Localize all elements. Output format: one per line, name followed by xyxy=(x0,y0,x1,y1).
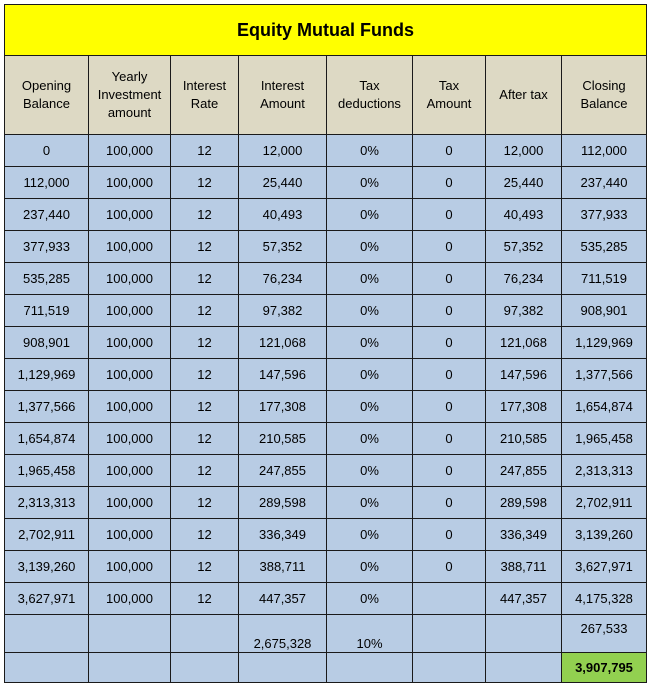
cell[interactable] xyxy=(171,615,239,653)
cell[interactable] xyxy=(171,653,239,683)
cell-interest-amount[interactable]: 336,349 xyxy=(239,519,327,551)
table-row xyxy=(5,231,647,263)
cell-yearly-investment[interactable]: 100,000 xyxy=(89,295,171,327)
cell-yearly-investment[interactable]: 100,000 xyxy=(89,327,171,359)
cell-interest-amount[interactable]: 147,596 xyxy=(239,359,327,391)
cell-interest-amount[interactable]: 40,493 xyxy=(239,199,327,231)
table-row xyxy=(5,551,647,583)
cell-after-tax[interactable]: 336,349 xyxy=(486,519,562,551)
header-label: Yearly Investment amount xyxy=(97,69,162,120)
cell-interest-rate[interactable]: 12 xyxy=(171,423,239,455)
cell-opening-balance[interactable]: 112,000 xyxy=(5,167,89,199)
cell-yearly-investment[interactable]: 100,000 xyxy=(89,199,171,231)
cell-closing-balance[interactable]: 4,175,328 xyxy=(562,583,647,615)
cell-opening-balance[interactable]: 0 xyxy=(5,135,89,167)
cell[interactable] xyxy=(327,653,413,683)
tax-total-cell[interactable]: 267,533 xyxy=(562,615,647,653)
cell-interest-amount[interactable]: 76,234 xyxy=(239,263,327,295)
cell-interest-rate[interactable]: 12 xyxy=(171,231,239,263)
cell-yearly-investment[interactable]: 100,000 xyxy=(89,423,171,455)
cell-interest-rate[interactable]: 12 xyxy=(171,327,239,359)
cell-closing-balance[interactable]: 3,139,260 xyxy=(562,519,647,551)
cell-tax-amount[interactable]: 0 xyxy=(413,519,486,551)
cell-tax-deductions[interactable]: 0% xyxy=(327,135,413,167)
tax-rate-cell[interactable]: 10% xyxy=(327,615,413,653)
header-label: After tax xyxy=(499,87,548,102)
cell-opening-balance[interactable]: 1,965,458 xyxy=(5,455,89,487)
cell-yearly-investment[interactable]: 100,000 xyxy=(89,359,171,391)
cell-opening-balance[interactable]: 1,654,874 xyxy=(5,423,89,455)
cell-closing-balance[interactable]: 1,377,566 xyxy=(562,359,647,391)
cell-tax-deductions[interactable]: 0% xyxy=(327,583,413,615)
cell-after-tax[interactable]: 25,440 xyxy=(486,167,562,199)
cell-tax-amount[interactable]: 0 xyxy=(413,359,486,391)
cell-yearly-investment[interactable]: 100,000 xyxy=(89,135,171,167)
cell-interest-amount[interactable]: 210,585 xyxy=(239,423,327,455)
cell-interest-amount[interactable]: 447,357 xyxy=(239,583,327,615)
cell-after-tax[interactable]: 177,308 xyxy=(486,391,562,423)
cell-after-tax[interactable]: 57,352 xyxy=(486,231,562,263)
cell[interactable] xyxy=(413,615,486,653)
cell-yearly-investment[interactable]: 100,000 xyxy=(89,551,171,583)
cell-tax-amount[interactable]: 0 xyxy=(413,391,486,423)
cell[interactable] xyxy=(239,653,327,683)
cell-interest-amount[interactable]: 121,068 xyxy=(239,327,327,359)
cell-tax-deductions[interactable]: 0% xyxy=(327,327,413,359)
cell-tax-deductions[interactable]: 0% xyxy=(327,551,413,583)
header-label: Tax deductions xyxy=(338,78,401,111)
cell-tax-amount[interactable]: 0 xyxy=(413,455,486,487)
cell-opening-balance[interactable]: 535,285 xyxy=(5,263,89,295)
table-row xyxy=(5,583,647,615)
cell[interactable] xyxy=(486,653,562,683)
cell-after-tax[interactable]: 247,855 xyxy=(486,455,562,487)
cell-tax-deductions[interactable]: 0% xyxy=(327,199,413,231)
cell[interactable] xyxy=(5,615,89,653)
cell-closing-balance[interactable]: 3,627,971 xyxy=(562,551,647,583)
cell-tax-amount[interactable]: 0 xyxy=(413,135,486,167)
cell-after-tax[interactable]: 97,382 xyxy=(486,295,562,327)
cell-interest-amount[interactable]: 177,308 xyxy=(239,391,327,423)
table-title-text: Equity Mutual Funds xyxy=(237,19,414,40)
spreadsheet xyxy=(4,4,646,683)
grand-total-row xyxy=(5,653,647,683)
cell-closing-balance[interactable]: 112,000 xyxy=(562,135,647,167)
table-row xyxy=(5,487,647,519)
cell-interest-rate[interactable]: 12 xyxy=(171,519,239,551)
table-title xyxy=(5,5,647,56)
cell-interest-rate[interactable]: 12 xyxy=(171,199,239,231)
cell-interest-amount[interactable]: 247,855 xyxy=(239,455,327,487)
cell-after-tax[interactable]: 76,234 xyxy=(486,263,562,295)
cell-tax-deductions[interactable]: 0% xyxy=(327,391,413,423)
cell-closing-balance[interactable]: 237,440 xyxy=(562,167,647,199)
cell-opening-balance[interactable]: 3,627,971 xyxy=(5,583,89,615)
header-closing-balance xyxy=(562,56,647,135)
cell-closing-balance[interactable]: 1,129,969 xyxy=(562,327,647,359)
header-interest-amount xyxy=(239,56,327,135)
cell-yearly-investment[interactable]: 100,000 xyxy=(89,263,171,295)
cell-interest-rate[interactable]: 12 xyxy=(171,167,239,199)
table-row xyxy=(5,199,647,231)
cell-opening-balance[interactable]: 1,129,969 xyxy=(5,359,89,391)
header-label: Opening Balance xyxy=(21,78,72,111)
table-row xyxy=(5,167,647,199)
cell-after-tax[interactable]: 210,585 xyxy=(486,423,562,455)
cell-opening-balance[interactable]: 237,440 xyxy=(5,199,89,231)
cell-after-tax[interactable]: 147,596 xyxy=(486,359,562,391)
cell-tax-amount[interactable]: 0 xyxy=(413,263,486,295)
header-yearly-investment xyxy=(89,56,171,135)
table-row xyxy=(5,295,647,327)
cell-interest-amount[interactable]: 57,352 xyxy=(239,231,327,263)
totals-row xyxy=(5,615,647,653)
cell-tax-amount[interactable]: 0 xyxy=(413,231,486,263)
cell-tax-deductions[interactable]: 0% xyxy=(327,519,413,551)
cell-tax-amount[interactable]: 0 xyxy=(413,423,486,455)
cell[interactable] xyxy=(5,653,89,683)
header-label: Closing Balance xyxy=(580,78,628,111)
cell[interactable] xyxy=(89,615,171,653)
cell-after-tax[interactable]: 121,068 xyxy=(486,327,562,359)
cell-yearly-investment[interactable]: 100,000 xyxy=(89,231,171,263)
cell-tax-deductions[interactable]: 0% xyxy=(327,295,413,327)
cell-tax-amount[interactable]: 0 xyxy=(413,551,486,583)
cell[interactable] xyxy=(486,615,562,653)
cell-interest-rate[interactable]: 12 xyxy=(171,295,239,327)
cell-tax-amount[interactable]: 0 xyxy=(413,295,486,327)
cell-closing-balance[interactable]: 711,519 xyxy=(562,263,647,295)
header-after-tax xyxy=(486,56,562,135)
cell-tax-deductions[interactable]: 0% xyxy=(327,359,413,391)
cell-interest-amount[interactable]: 97,382 xyxy=(239,295,327,327)
header-tax-amount xyxy=(413,56,486,135)
cell-yearly-investment[interactable]: 100,000 xyxy=(89,519,171,551)
table-row xyxy=(5,423,647,455)
cell-interest-rate[interactable]: 12 xyxy=(171,455,239,487)
grand-total-cell[interactable]: 3,907,795 xyxy=(562,653,647,683)
cell-tax-deductions[interactable]: 0% xyxy=(327,487,413,519)
table-row xyxy=(5,263,647,295)
cell-closing-balance[interactable]: 2,702,911 xyxy=(562,487,647,519)
cell-tax-amount[interactable]: 0 xyxy=(413,487,486,519)
cell-interest-rate[interactable]: 12 xyxy=(171,583,239,615)
cell-opening-balance[interactable]: 908,901 xyxy=(5,327,89,359)
cell-closing-balance[interactable]: 1,654,874 xyxy=(562,391,647,423)
cell-tax-deductions[interactable]: 0% xyxy=(327,423,413,455)
cell-yearly-investment[interactable]: 100,000 xyxy=(89,487,171,519)
cell-closing-balance[interactable]: 1,965,458 xyxy=(562,423,647,455)
cell-tax-amount[interactable]: 0 xyxy=(413,199,486,231)
cell[interactable] xyxy=(89,653,171,683)
cell-interest-amount[interactable]: 25,440 xyxy=(239,167,327,199)
interest-total-cell[interactable]: 2,675,328 xyxy=(239,615,327,653)
cell-interest-rate[interactable]: 12 xyxy=(171,391,239,423)
cell-opening-balance[interactable]: 2,313,313 xyxy=(5,487,89,519)
cell-opening-balance[interactable]: 1,377,566 xyxy=(5,391,89,423)
cell-yearly-investment[interactable]: 100,000 xyxy=(89,391,171,423)
cell-closing-balance[interactable]: 2,313,313 xyxy=(562,455,647,487)
cell-interest-amount[interactable]: 289,598 xyxy=(239,487,327,519)
cell-closing-balance[interactable]: 535,285 xyxy=(562,231,647,263)
cell-interest-rate[interactable]: 12 xyxy=(171,263,239,295)
cell-tax-deductions[interactable]: 0% xyxy=(327,455,413,487)
cell-tax-amount[interactable] xyxy=(413,583,486,615)
table-row xyxy=(5,455,647,487)
cell-opening-balance[interactable]: 3,139,260 xyxy=(5,551,89,583)
cell-interest-rate[interactable]: 12 xyxy=(171,551,239,583)
table-row xyxy=(5,519,647,551)
cell-opening-balance[interactable]: 377,933 xyxy=(5,231,89,263)
cell-closing-balance[interactable]: 908,901 xyxy=(562,295,647,327)
table-row xyxy=(5,327,647,359)
cell-after-tax[interactable]: 388,711 xyxy=(486,551,562,583)
cell-tax-amount[interactable]: 0 xyxy=(413,327,486,359)
header-tax-deductions xyxy=(327,56,413,135)
header-label: Tax Amount xyxy=(426,78,472,111)
cell-closing-balance[interactable]: 377,933 xyxy=(562,199,647,231)
table-row xyxy=(5,359,647,391)
cell-tax-deductions[interactable]: 0% xyxy=(327,231,413,263)
header-label: Interest Amount xyxy=(260,78,305,111)
cell-tax-amount[interactable]: 0 xyxy=(413,167,486,199)
header-row xyxy=(5,56,647,135)
cell-opening-balance[interactable]: 2,702,911 xyxy=(5,519,89,551)
cell-interest-rate[interactable]: 12 xyxy=(171,135,239,167)
cell-interest-amount[interactable]: 388,711 xyxy=(239,551,327,583)
cell-yearly-investment[interactable]: 100,000 xyxy=(89,167,171,199)
header-label: Interest Rate xyxy=(182,78,227,111)
cell[interactable] xyxy=(413,653,486,683)
table-row xyxy=(5,391,647,423)
cell-yearly-investment[interactable]: 100,000 xyxy=(89,583,171,615)
header-interest-rate xyxy=(171,56,239,135)
header-opening-balance xyxy=(5,56,89,135)
cell-yearly-investment[interactable]: 100,000 xyxy=(89,455,171,487)
cell-interest-rate[interactable]: 12 xyxy=(171,487,239,519)
table-body xyxy=(5,135,647,615)
cell-tax-deductions[interactable]: 0% xyxy=(327,167,413,199)
cell-interest-rate[interactable]: 12 xyxy=(171,359,239,391)
cell-interest-amount[interactable]: 12,000 xyxy=(239,135,327,167)
cell-opening-balance[interactable]: 711,519 xyxy=(5,295,89,327)
cell-after-tax[interactable]: 40,493 xyxy=(486,199,562,231)
equity-funds-table xyxy=(4,4,647,683)
table-row xyxy=(5,135,647,167)
cell-tax-deductions[interactable]: 0% xyxy=(327,263,413,295)
cell-after-tax[interactable]: 447,357 xyxy=(486,583,562,615)
cell-after-tax[interactable]: 289,598 xyxy=(486,487,562,519)
cell-after-tax[interactable]: 12,000 xyxy=(486,135,562,167)
